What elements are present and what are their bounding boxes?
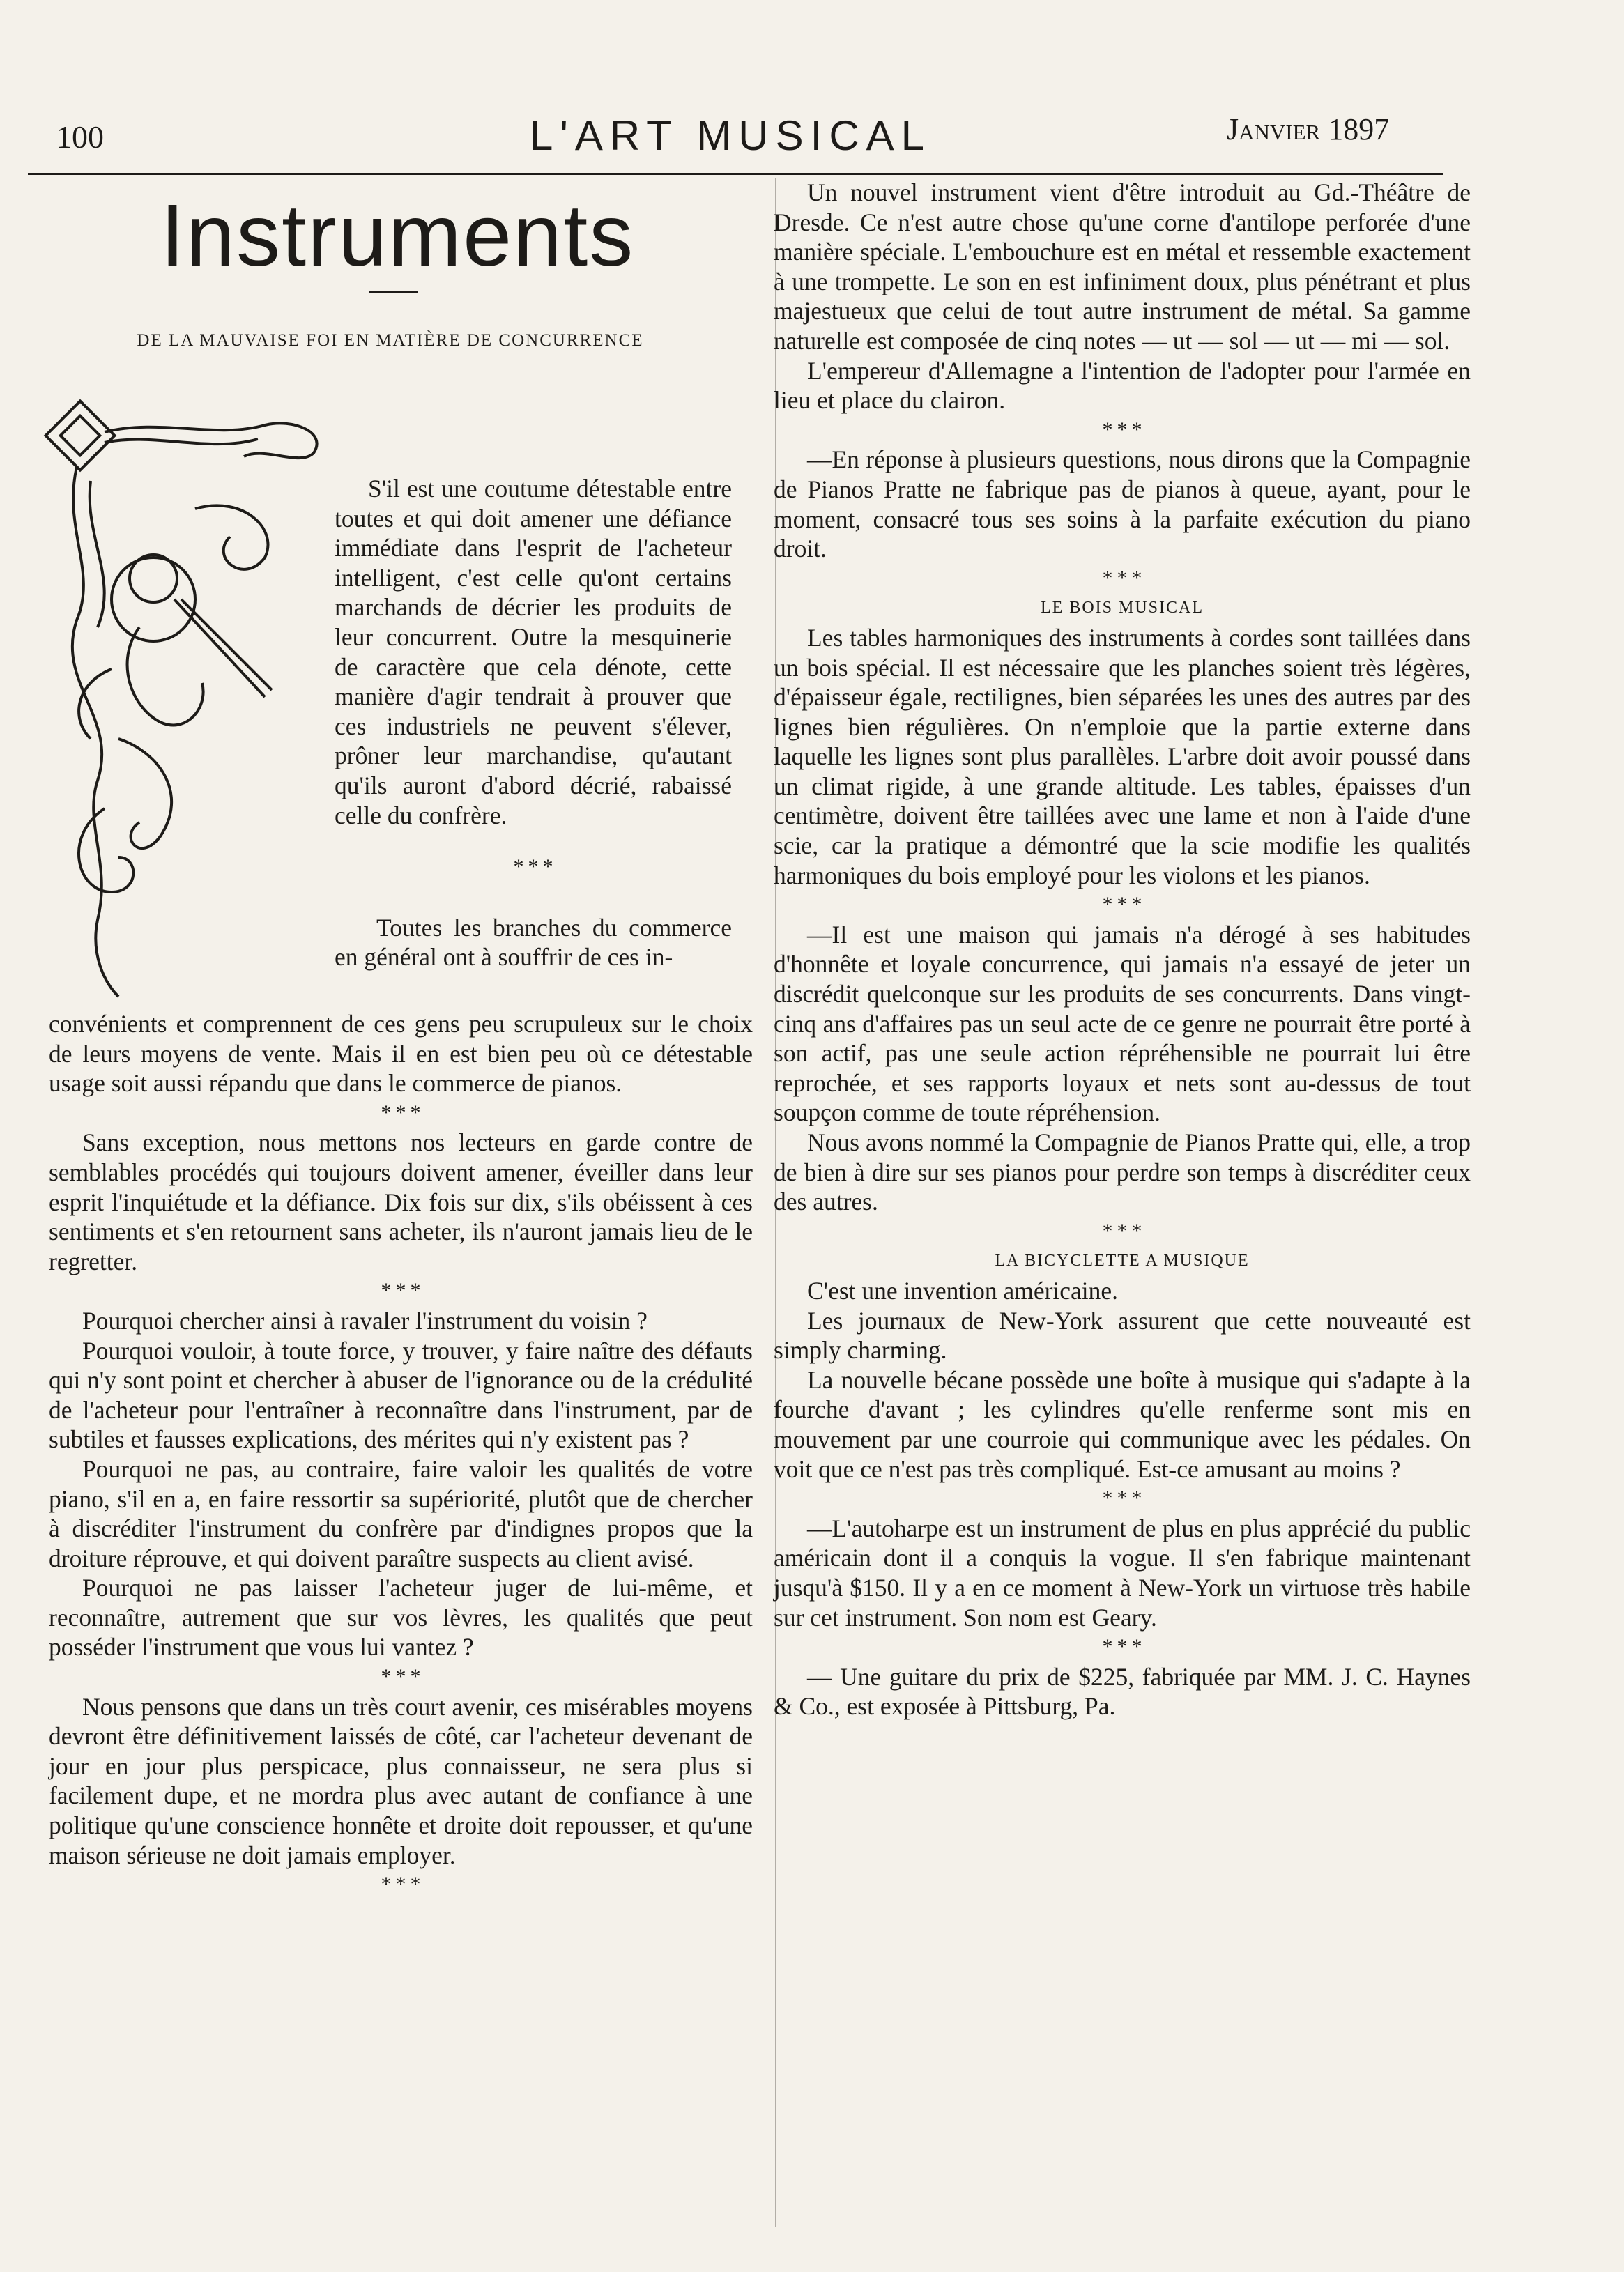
paragraph: —L'autoharpe est un instrument de plus en plus apprécié du public américain dont il a conquis la vogue. Il s'en fabrique maintenant jusqu'à $150. Il y a en ce moment à New-York un virtuose très habile sur cet instrument. Son nom est Geary. <box>774 1514 1471 1632</box>
paragraph: — Une guitare du prix de $225, fabriquée par MM. J. C. Haynes & Co., est exposée à Pittsburg, Pa. <box>774 1662 1471 1721</box>
section-stars: * * * <box>1102 893 1142 916</box>
paragraph: —En réponse à plusieurs questions, nous dirons que la Compagnie de Pianos Pratte ne fabrique pas de pianos à queue, ayant, pour le moment, consacré tous ses soins à la parfaite exécution du piano droit. <box>774 445 1471 563</box>
paragraph-start: Toutes les branches du commerce en général ont à souffrir de ces in- <box>335 913 732 972</box>
journal-title: L'ART MUSICAL <box>530 112 932 159</box>
section-stars: * * * <box>1102 1487 1142 1510</box>
intro-paragraph: S'il est une coutume détestable entre toutes et qui doit amener une défiance immédiate dans l'esprit de l'acheteur intelligent, c'est celle qu'ont certains marchands de décrier les produits de leur concurrent. Outre la mesquinerie de caractère que cela dénote, cette manière d'agir tendrait à prouver que ces industriels ne peuvent s'élever, prôner leur marchandise, qu'autant qu'ils auront d'abord décrié, rabaissé celle du confrère. <box>335 475 732 829</box>
title-dash <box>369 291 418 293</box>
paragraph: La nouvelle bécane possède une boîte à musique qui s'adapte à la fourche d'avant ; les cylindres qu'elle renferme sont mis en mouvement par une courroie qui communique avec les pédales. On voit que ce n'est pas très compliqué. Est-ce amusant au moins ? <box>774 1365 1471 1483</box>
left-column <box>49 1009 753 1900</box>
article-intro-wrap <box>335 474 732 972</box>
paragraph: Les tables harmoniques des instruments à cordes sont taillées dans un bois spécial. Il est nécessaire que les planches soient très légères, d'épaisseur égale, rectilignes, bien séparées les unes des autres par des lignes bien régulières. On n'emploie que la partie externe dans laquelle les lignes sont plus parallèles. L'arbre doit avoir poussé dans un climat rigide, à une grande altitude. Les tables, épaisses d'un centimètre, doivent être taillées avec une lame et non à l'aide d'une scie, car la pratique a démontré que la scie modifie les qualités harmoniques du bois employé pour les violons et les pianos. <box>774 623 1471 889</box>
section-stars: * * * <box>1102 1635 1142 1659</box>
paragraph: Sans exception, nous mettons nos lecteurs en garde contre de semblables procédés qui toujours doivent amener, éveiller dans leur esprit l'inquiétude et la défiance. Dix fois sur dix, s'ils obéissent à ces sentiments et s'en retournent sans acheter, ils n'auront jamais lieu de le regretter. <box>49 1128 753 1275</box>
paragraph: convénients et comprennent de ces gens peu scrupuleux sur le choix de leurs moyens de vente. Mais il en est bien peu où ce détestable usage soit aussi répandu que dans le commerce de pianos. <box>49 1010 753 1098</box>
paragraph: L'empereur d'Allemagne a l'intention de l'adopter pour l'armée en lieu et place du clairon. <box>774 356 1471 415</box>
right-column <box>774 178 1471 1721</box>
section-stars: * * * <box>381 1665 421 1689</box>
paragraph: C'est une invention américaine. <box>807 1276 1119 1305</box>
paragraph: Nous pensons que dans un très court avenir, ces misérables moyens devront être définitivement laissés de côté, car l'acheteur devenant de jour en jour plus perspicace, plus connaisseur, ne sera plus si facilement dupe, et ne mordra plus avec autant de confiance à une politique qu'une conscience honnête et droite doit repousser, et qu'une maison sérieuse ne doit jamais employer. <box>49 1692 753 1869</box>
section-stars: * * * <box>1102 566 1142 590</box>
paragraph: Pourquoi vouloir, à toute force, y trouver, y faire naître des défauts qui n'y sont point et chercher à abuser de l'ignorance ou de la crédulité de l'acheteur pour l'entraîner à reconnaître dans l'instrument, par de subtiles et fausses explications, des mérites qui n'y existent pas ? <box>49 1336 753 1454</box>
header-rule <box>28 173 1443 175</box>
paragraph: Pourquoi chercher ainsi à ravaler l'instrument du voisin ? <box>82 1306 648 1335</box>
article-subtitle: DE LA MAUVAISE FOI EN MATIÈRE DE CONCURRENCE <box>137 331 644 350</box>
paragraph: Pourquoi ne pas, au contraire, faire valoir les qualités de votre piano, s'il en a, en faire ressortir sa supériorité, plutôt que de chercher à discréditer l'instrument du confrère par d'indignes propos que la droiture réprouve, et qui doivent paraître suspects au client avisé. <box>49 1454 753 1572</box>
section-stars: * * * <box>381 1279 421 1303</box>
paragraph: Pourquoi ne pas laisser l'acheteur juger de lui-même, et reconnaître, autrement que sur vos lèvres, les qualités que peut posséder l'instrument que vous lui vantez ? <box>49 1574 753 1661</box>
section-stars: * * * <box>1102 1219 1142 1243</box>
section-stars: * * * <box>513 855 553 879</box>
article-title: Instruments <box>160 186 635 284</box>
section-stars: * * * <box>381 1100 421 1124</box>
ornamental-initial-illustration <box>35 390 348 1004</box>
paragraph: Les journaux de New-York assurent que cette nouveauté est simply charming. <box>774 1306 1471 1365</box>
section-stars: * * * <box>381 1873 421 1896</box>
section-heading-bois-musical: LE BOIS MUSICAL <box>1040 599 1204 617</box>
section-heading-bicyclette: LA BICYCLETTE A MUSIQUE <box>995 1252 1250 1271</box>
paragraph: Un nouvel instrument vient d'être introduit au Gd.-Théâtre de Dresde. Ce n'est autre chose qu'une corne d'antilope perforée d'une manière spéciale. L'embouchure est en métal et ressemble exactement à une trompette. Le son en est infiniment doux, plus pénétrant et plus majestueux que celui de tout autre instrument de métal. Sa gamme naturelle est composée de cinq notes — ut — sol — ut — mi — sol. <box>774 178 1471 355</box>
paragraph: —Il est une maison qui jamais n'a dérogé à ses habitudes d'honnête et loyale concurrence, qui jamais n'a essayé de jeter un discrédit quelconque sur les produits de ses concurrents. Dans vingt-cinq ans d'affaires pas un seul acte de ce genre ne pourrait être porté à son actif, pas une seule action répréhensible ne pourrait lui être reprochée, et ses rapports loyaux et nets sont au-dessus de tout soupçon comme de toute répréhension. <box>774 920 1471 1127</box>
paragraph: Nous avons nommé la Compagnie de Pianos Pratte qui, elle, a trop de bien à dire sur ses pianos pour perdre son temps à discréditer ceux des autres. <box>774 1128 1471 1216</box>
section-stars: * * * <box>1102 417 1142 441</box>
page-number: 100 <box>56 119 104 155</box>
issue-date: Janvier 1897 <box>1227 112 1390 146</box>
